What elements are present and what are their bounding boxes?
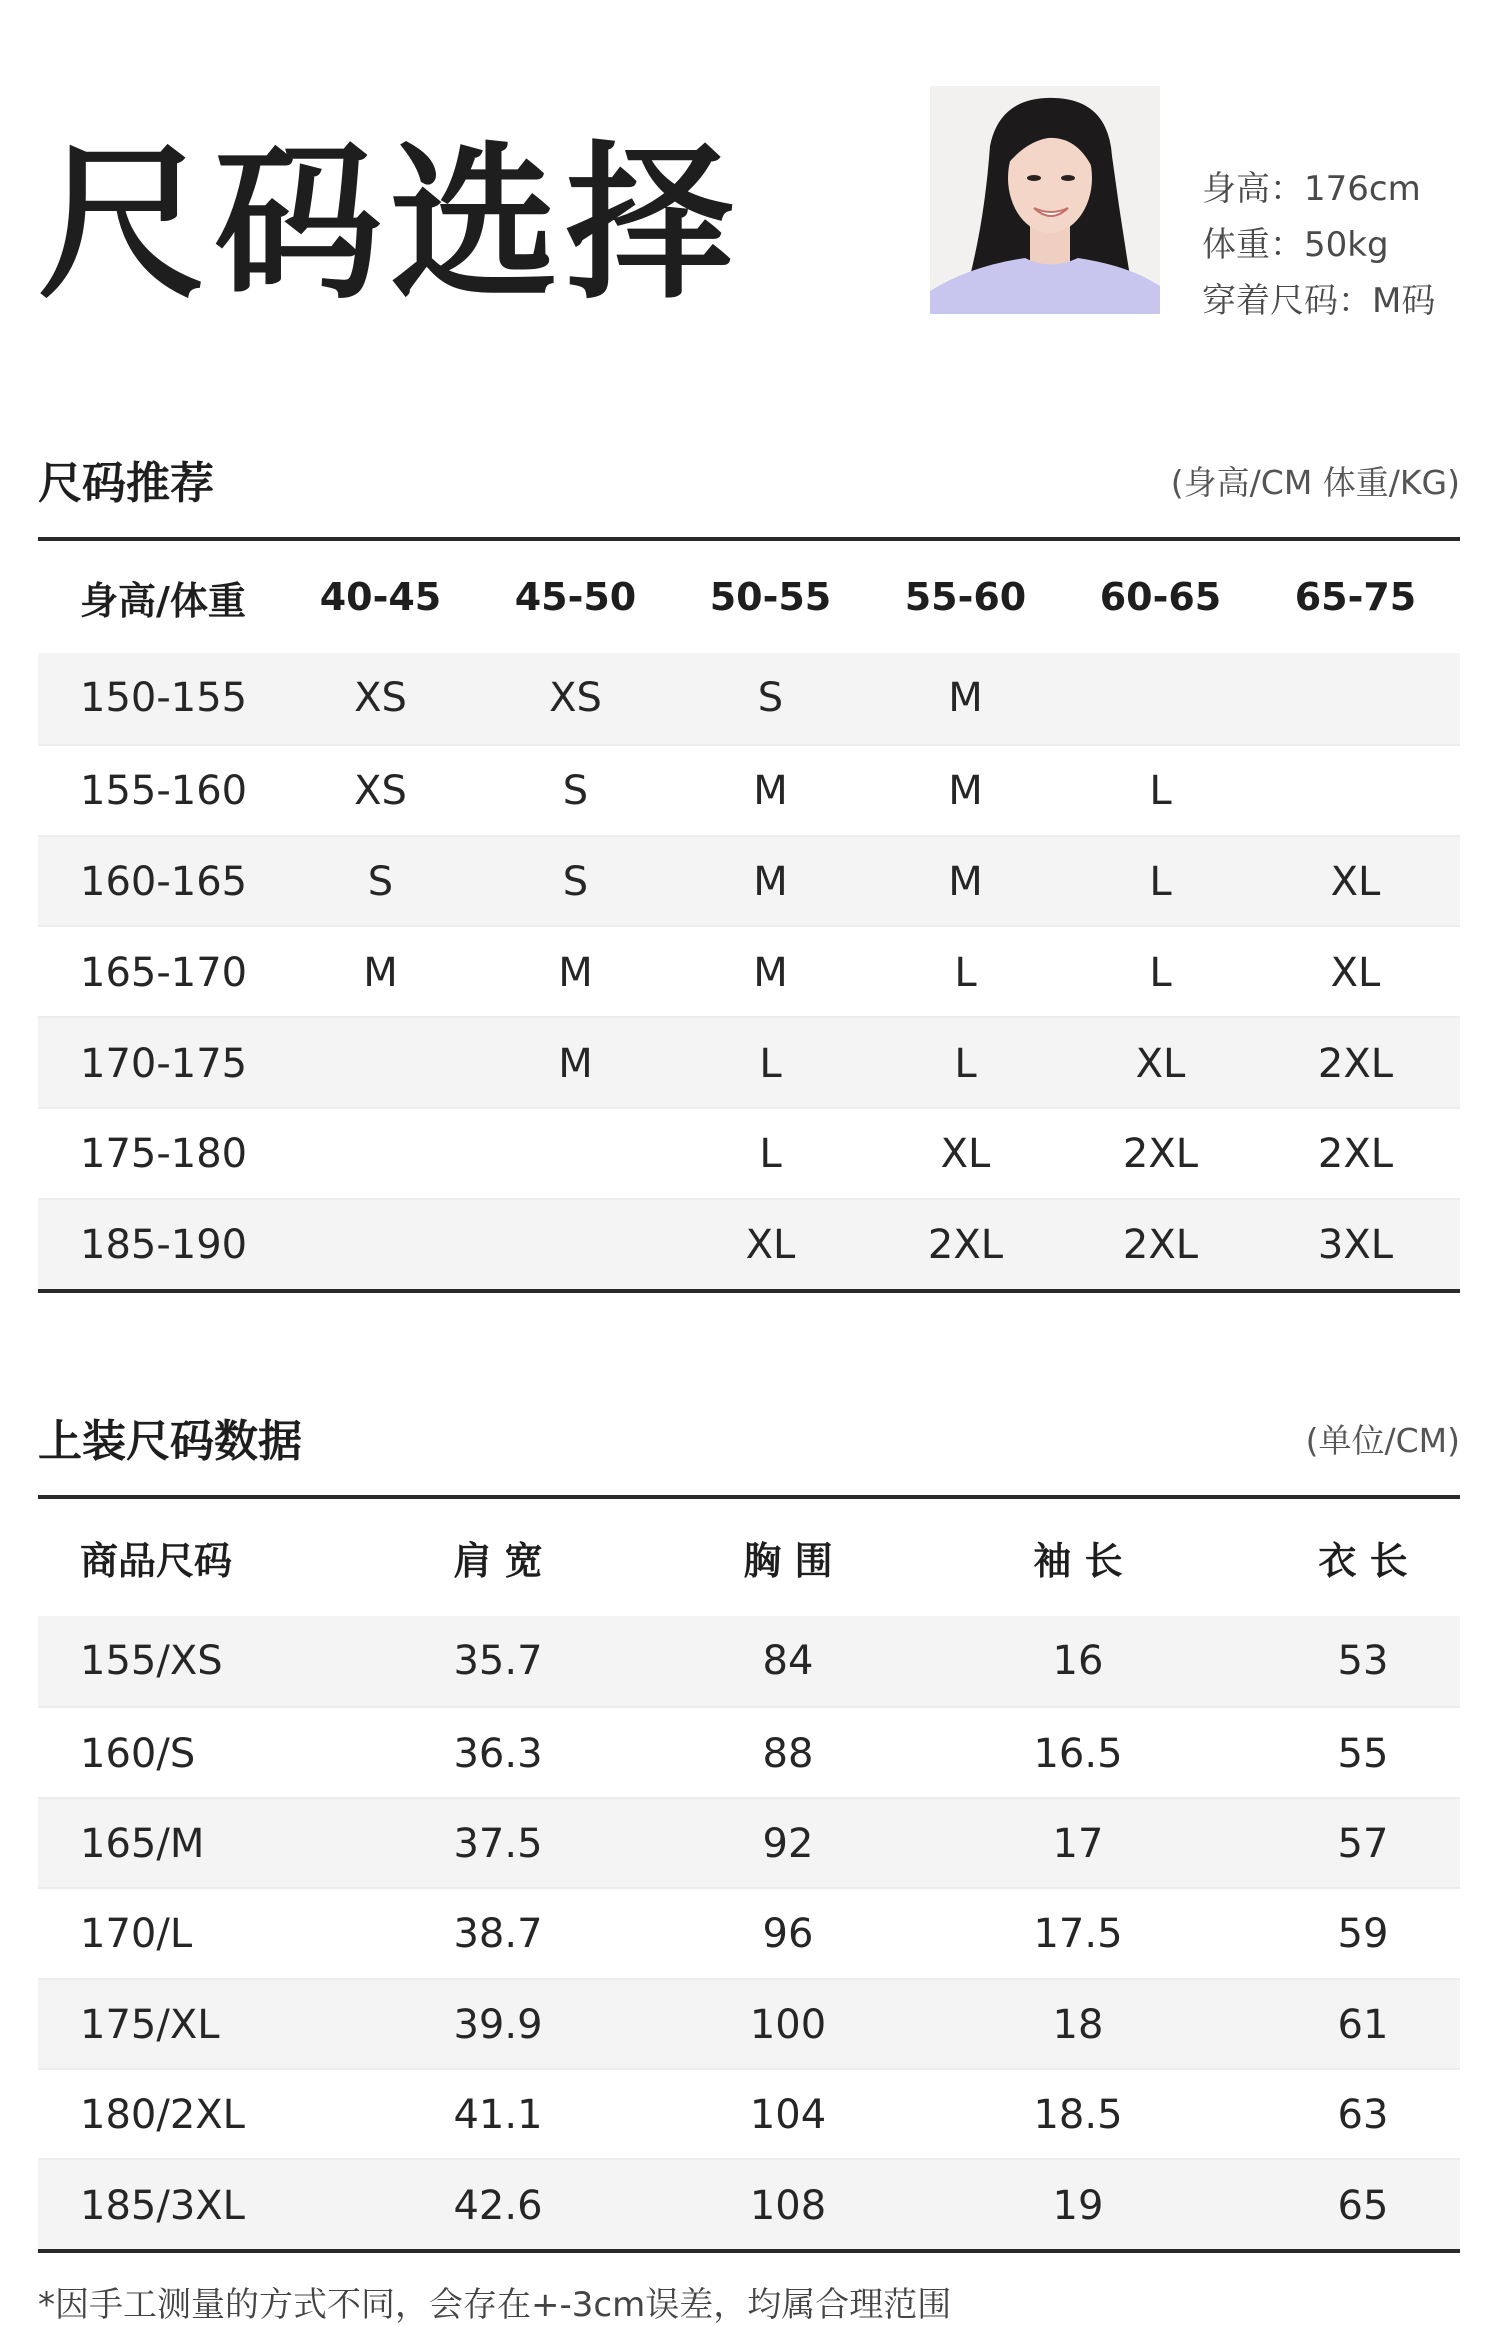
row-label: 180/2XL (80, 2092, 245, 2139)
table-cell: 61 (1337, 2001, 1389, 2048)
table-cell: 108 (749, 2182, 827, 2229)
measure-header-cell: 衣 长 (1318, 1539, 1408, 1583)
table-cell: 18 (1052, 2001, 1104, 2048)
measure-header-cell: 商品尺码 (80, 1539, 233, 1583)
table-cell: L (759, 1131, 782, 1178)
model-weight: 体重：50kg (1202, 225, 1389, 265)
table-cell (498, 1109, 653, 1200)
recommend-header-cell: 40-45 (319, 575, 442, 619)
table-cell: 104 (749, 2092, 827, 2139)
table-cell: 3XL (1317, 1222, 1394, 1269)
table-cell: 39.9 (453, 2001, 543, 2048)
row-label: 165/M (80, 1820, 205, 1867)
table-cell: L (954, 949, 977, 996)
table-cell: 88 (762, 1730, 814, 1777)
table-cell: 41.1 (453, 2092, 543, 2139)
table-cell: 65 (1337, 2182, 1389, 2229)
table-cell: 59 (1337, 1911, 1389, 1958)
table-cell: XL (940, 1131, 991, 1178)
table-cell (303, 1109, 458, 1200)
row-label: 185-190 (80, 1222, 248, 1269)
table-cell: 96 (762, 1911, 814, 1958)
footnote: *因手工测量的方式不同，会存在+-3cm误差，均属合理范围 (38, 2285, 952, 2325)
recommend-header-cell: 65-75 (1294, 575, 1417, 619)
row-label: 160/S (80, 1730, 196, 1777)
table-cell: 84 (762, 1638, 814, 1685)
table-cell: 42.6 (453, 2182, 543, 2229)
table-cell: M (558, 949, 593, 996)
row-label: 160-165 (80, 858, 248, 905)
recommend-title: 尺码推荐 (38, 458, 214, 509)
table-cell: XL (1330, 858, 1381, 905)
row-label: 175/XL (80, 2001, 220, 2048)
table-cell: 38.7 (453, 1911, 543, 1958)
table-row (38, 1978, 1460, 2070)
table-cell: 2XL (1317, 1131, 1394, 1178)
table-cell: XL (745, 1222, 796, 1269)
table-cell: 53 (1337, 1638, 1389, 1685)
measure-header-cell: 胸 围 (743, 1539, 833, 1583)
model-photo-image (930, 86, 1160, 314)
recommend-header-row (38, 541, 1460, 653)
recommend-table (38, 541, 1460, 1289)
table-cell: 18.5 (1033, 2092, 1123, 2139)
row-label: 170-175 (80, 1040, 248, 1087)
table-cell: S (367, 858, 394, 905)
table-cell: 57 (1337, 1820, 1389, 1867)
table-cell: 63 (1337, 2092, 1389, 2139)
table-cell: L (1149, 858, 1172, 905)
table-row (38, 2068, 1460, 2160)
table-cell: XS (354, 768, 407, 815)
measure-table (38, 1499, 1460, 2249)
recommend-header-cell: 身高/体重 (80, 578, 246, 623)
row-label: 155-160 (80, 768, 248, 815)
table-cell: 92 (762, 1820, 814, 1867)
model-size: 穿着尺码：M码 (1202, 281, 1436, 321)
recommend-unit: (身高/CM 体重/KG) (1170, 463, 1460, 502)
table-row (38, 744, 1460, 837)
table-cell: M (948, 858, 983, 905)
table-cell (303, 1018, 458, 1109)
table-row (38, 653, 1460, 744)
table-cell: M (948, 768, 983, 815)
table-cell: 2XL (1122, 1222, 1199, 1269)
table-cell: 36.3 (453, 1730, 543, 1777)
table-cell (303, 1200, 458, 1291)
table-cell: 2XL (1122, 1131, 1199, 1178)
table-cell: 16.5 (1033, 1730, 1123, 1777)
table-cell: L (1149, 949, 1172, 996)
table-cell: L (759, 1040, 782, 1087)
table-row (38, 1016, 1460, 1109)
table-row (38, 1616, 1460, 1706)
table-cell (1083, 653, 1238, 744)
table-cell: 19 (1052, 2182, 1104, 2229)
table-cell: M (948, 675, 983, 722)
table-cell (1278, 746, 1433, 837)
table-row (38, 1887, 1460, 1979)
table-cell: 35.7 (453, 1638, 543, 1685)
table-row (38, 1107, 1460, 1200)
table-cell: 100 (749, 2001, 827, 2048)
row-label: 185/3XL (80, 2182, 245, 2229)
table-cell: XL (1330, 949, 1381, 996)
measure-unit: (单位/CM) (1305, 1421, 1460, 1460)
recommend-header-cell: 60-65 (1099, 575, 1222, 619)
table-cell: M (753, 768, 788, 815)
model-photo (930, 86, 1160, 314)
measure-header-cell: 袖 长 (1033, 1539, 1123, 1583)
table-row (38, 1198, 1460, 1291)
row-label: 155/XS (80, 1638, 223, 1685)
measure-bottom-rule (38, 2249, 1460, 2253)
table-cell: 17.5 (1033, 1911, 1123, 1958)
row-label: 170/L (80, 1911, 193, 1958)
table-cell: 2XL (1317, 1040, 1394, 1087)
table-cell: 37.5 (453, 1820, 543, 1867)
table-cell: L (1149, 768, 1172, 815)
recommend-bottom-rule (38, 1289, 1460, 1293)
table-row (38, 835, 1460, 928)
table-cell: 2XL (927, 1222, 1004, 1269)
table-cell: S (757, 675, 784, 722)
measure-header-cell: 肩 宽 (453, 1539, 543, 1583)
measure-header-row (38, 1499, 1460, 1616)
table-cell (498, 1200, 653, 1291)
row-label: 150-155 (80, 675, 248, 722)
recommend-header-cell: 50-55 (709, 575, 832, 619)
table-cell: 16 (1052, 1638, 1104, 1685)
model-height: 身高：176cm (1202, 169, 1421, 209)
table-cell: M (753, 858, 788, 905)
table-row (38, 1797, 1460, 1889)
table-row (38, 925, 1460, 1018)
table-cell: M (558, 1040, 593, 1087)
table-cell: XL (1135, 1040, 1186, 1087)
table-cell (1278, 653, 1433, 744)
recommend-header-cell: 55-60 (904, 575, 1027, 619)
measure-title: 上装尺码数据 (38, 1416, 302, 1467)
table-cell: L (954, 1040, 977, 1087)
recommend-header-cell: 45-50 (514, 575, 637, 619)
row-label: 165-170 (80, 949, 248, 996)
row-label: 175-180 (80, 1131, 248, 1178)
table-cell: S (562, 858, 589, 905)
table-cell: M (363, 949, 398, 996)
table-cell: XS (549, 675, 602, 722)
table-cell: 55 (1337, 1730, 1389, 1777)
table-cell: 17 (1052, 1820, 1104, 1867)
table-cell: XS (354, 675, 407, 722)
table-row (38, 1706, 1460, 1798)
table-cell: S (562, 768, 589, 815)
page-title: 尺码选择 (38, 126, 742, 322)
table-cell: M (753, 949, 788, 996)
table-row (38, 2158, 1460, 2250)
